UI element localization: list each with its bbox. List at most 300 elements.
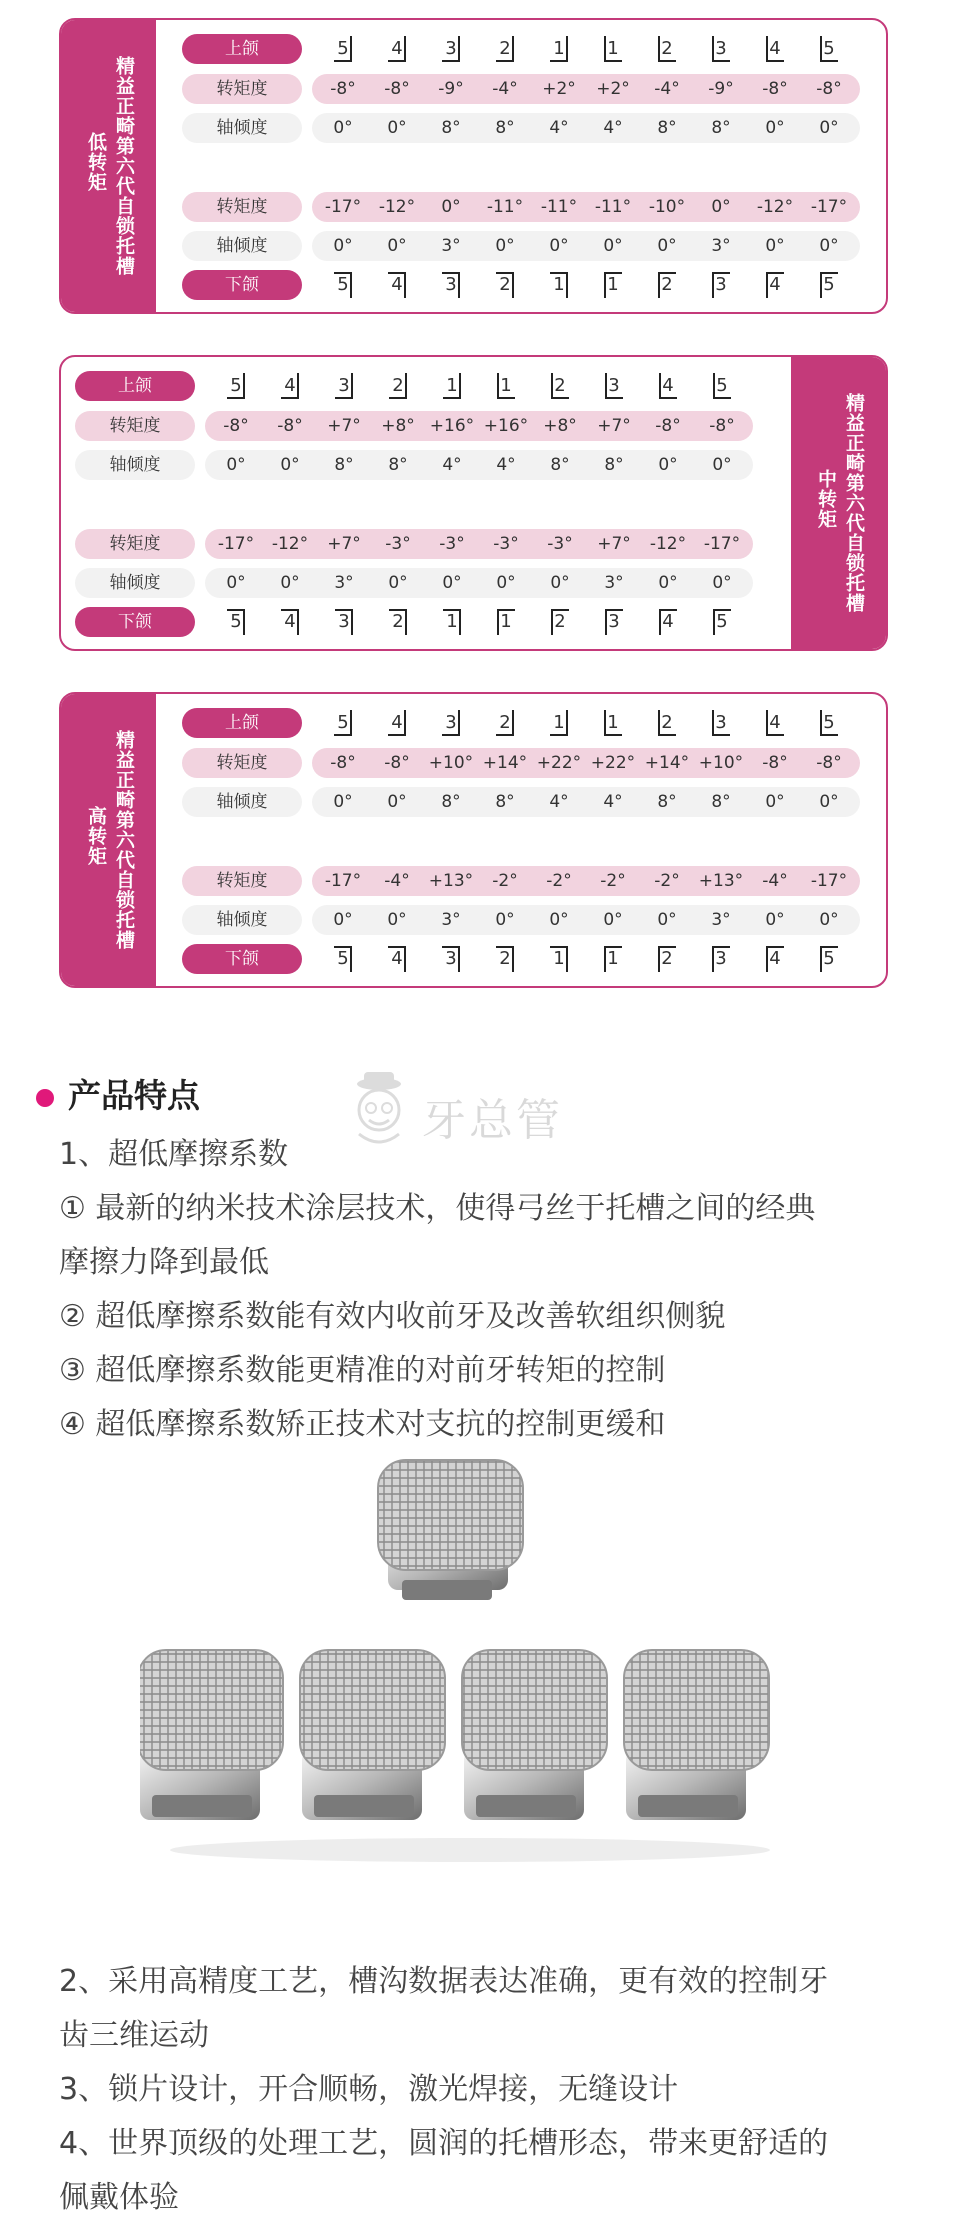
tooth-number-text: 1 (607, 712, 619, 733)
tooth-number-text: 5 (337, 712, 349, 733)
tooth-number (706, 708, 736, 738)
quadrant-mark (820, 734, 838, 736)
upper-tip-value: 0° (819, 792, 839, 812)
quadrant-mark (820, 60, 838, 62)
table-torque-type: 低转矩 (85, 132, 107, 192)
quadrant-mark (404, 710, 406, 736)
tooth-number-text: 5 (716, 375, 728, 396)
upper-torque-value: +2° (542, 79, 576, 99)
quadrant-mark (443, 397, 461, 399)
quadrant-mark (334, 946, 352, 948)
lower-torque-value: 0° (711, 197, 731, 217)
lower-torque-value: -17° (703, 534, 741, 554)
tooth-number (760, 944, 790, 974)
quadrant-mark (766, 272, 768, 298)
lower-tip-value: 0° (387, 910, 407, 930)
tooth-number-text: 3 (608, 375, 620, 396)
tooth-number-text: 5 (823, 38, 835, 59)
quadrant-mark (496, 734, 514, 736)
lower-jaw-label: 下颌 (182, 944, 302, 974)
upper-torque-value: -8° (816, 753, 842, 773)
feature-line: ② 超低摩擦系数能有效内收前牙及改善软组织侧貌 (59, 1299, 726, 1334)
quadrant-mark (766, 946, 784, 948)
lower-tip-value: 0° (496, 573, 516, 593)
quadrant-mark (388, 946, 406, 948)
lower-tip-value: 3° (711, 236, 731, 256)
tooth-number (383, 607, 413, 637)
upper-torque-value: -8° (816, 79, 842, 99)
tooth-number-text: 5 (823, 274, 835, 295)
tooth-number (544, 34, 574, 64)
tooth-number-text: 1 (553, 274, 565, 295)
tooth-number (760, 34, 790, 64)
quadrant-mark (497, 609, 515, 611)
upper-torque-value: +7° (327, 416, 361, 436)
tooth-number-text: 2 (661, 948, 673, 969)
upper-torque-value: -9° (438, 79, 464, 99)
lower-tip-value: 0° (819, 910, 839, 930)
quadrant-mark (512, 36, 514, 62)
tooth-number-text: 4 (769, 948, 781, 969)
quadrant-mark (512, 272, 514, 298)
lower-torque-value: -2° (492, 871, 518, 891)
tooth-number-text: 1 (500, 611, 512, 632)
tooth-number-text: 4 (769, 38, 781, 59)
upper-tip-value: 0° (765, 118, 785, 138)
tooth-number-text: 3 (338, 375, 350, 396)
tooth-number-text: 4 (662, 611, 674, 632)
quadrant-mark (820, 946, 822, 972)
upper-tip-value: 0° (658, 455, 678, 475)
tooth-number-text: 3 (715, 274, 727, 295)
table-torque-type: 高转矩 (85, 806, 107, 866)
lower-torque-value: -2° (546, 871, 572, 891)
tooth-number-text: 2 (661, 38, 673, 59)
lower-tip-value: 3° (711, 910, 731, 930)
feature-line: 1、超低摩擦系数 (59, 1137, 289, 1172)
tooth-number-text: 1 (607, 38, 619, 59)
quadrant-mark (458, 272, 460, 298)
quadrant-mark (350, 272, 352, 298)
upper-tip-value: 8° (604, 455, 624, 475)
tooth-number (814, 708, 844, 738)
tooth-number (598, 944, 628, 974)
quadrant-mark (497, 373, 499, 399)
tooth-number (382, 708, 412, 738)
lower-torque-value: -3° (439, 534, 465, 554)
feature-line: 4、世界顶级的处理工艺，圆润的托槽形态，带来更舒适的 (59, 2126, 829, 2161)
lower-tip-value: 3° (441, 910, 461, 930)
upper-tip-value: 8° (657, 118, 677, 138)
bracket-1 (140, 1650, 283, 1820)
quadrant-mark (388, 272, 406, 274)
tooth-number-text: 3 (715, 948, 727, 969)
quadrant-mark (442, 272, 460, 274)
tooth-number (652, 944, 682, 974)
quadrant-mark (389, 397, 407, 399)
tooth-number-text: 1 (553, 948, 565, 969)
quadrant-mark (443, 609, 461, 611)
lower-tip-label: 轴倾度 (182, 905, 302, 935)
upper-tip-value: 0° (387, 118, 407, 138)
quadrant-mark (404, 946, 406, 972)
upper-tip-value: 0° (765, 792, 785, 812)
quadrant-mark (297, 609, 299, 635)
lower-torque-label: 转矩度 (182, 192, 302, 222)
quadrant-mark (605, 609, 623, 611)
quadrant-mark (604, 734, 622, 736)
upper-torque-value: -8° (223, 416, 249, 436)
tooth-number-text: 4 (391, 712, 403, 733)
tooth-number (436, 708, 466, 738)
tooth-number (491, 607, 521, 637)
quadrant-mark (297, 373, 299, 399)
upper-tip-value: 0° (226, 455, 246, 475)
quadrant-mark (496, 60, 514, 62)
tooth-number (221, 607, 251, 637)
lower-torque-value: -11° (486, 197, 524, 217)
tooth-number-text: 5 (337, 274, 349, 295)
quadrant-mark (820, 36, 822, 62)
tooth-number (328, 944, 358, 974)
tooth-number-text: 2 (661, 274, 673, 295)
upper-torque-value: -8° (277, 416, 303, 436)
quadrant-mark (551, 373, 553, 399)
tooth-number (490, 34, 520, 64)
table-product-name: 精益正畸第六代自锁托槽 (843, 393, 865, 613)
lower-jaw-label: 下颌 (182, 270, 302, 300)
tooth-number-text: 2 (554, 611, 566, 632)
tooth-number (436, 944, 466, 974)
table-side-title (791, 357, 886, 649)
tooth-number (544, 708, 574, 738)
lower-tip-value: 0° (819, 236, 839, 256)
tooth-number (598, 270, 628, 300)
lower-torque-value: -11° (594, 197, 632, 217)
quadrant-mark (658, 272, 676, 274)
quadrant-mark (604, 60, 622, 62)
lower-torque-value: -3° (547, 534, 573, 554)
quadrant-mark (550, 734, 568, 736)
upper-tip-value: 8° (441, 118, 461, 138)
upper-torque-value: +8° (543, 416, 577, 436)
lower-tip-value: 0° (603, 910, 623, 930)
upper-torque-value: -8° (384, 753, 410, 773)
quadrant-mark (334, 272, 352, 274)
tooth-number (328, 708, 358, 738)
lower-torque-value: -2° (654, 871, 680, 891)
quadrant-mark (713, 373, 715, 399)
tooth-number-text: 2 (661, 712, 673, 733)
tooth-number (275, 607, 305, 637)
quadrant-mark (713, 609, 715, 635)
quadrant-mark (351, 609, 353, 635)
upper-tip-value: 8° (550, 455, 570, 475)
tooth-number (328, 34, 358, 64)
quadrant-mark (281, 609, 299, 611)
bracket-2 (300, 1650, 445, 1820)
upper-tip-value: 8° (441, 792, 461, 812)
upper-tip-value: 4° (496, 455, 516, 475)
lower-torque-label: 转矩度 (182, 866, 302, 896)
upper-tip-value: 0° (712, 455, 732, 475)
quadrant-mark (766, 272, 784, 274)
lower-torque-value: -10° (648, 197, 686, 217)
quadrant-mark (658, 946, 660, 972)
quadrant-mark (496, 946, 514, 948)
upper-tip-label: 轴倾度 (182, 787, 302, 817)
watermark-text: 牙总管 (422, 1095, 563, 1146)
lower-torque-value: -17° (810, 197, 848, 217)
quadrant-mark (712, 946, 730, 948)
quadrant-mark (335, 397, 353, 399)
quadrant-mark (442, 946, 460, 948)
feature-line: ① 最新的纳米技术涂层技术，使得弓丝于托槽之间的经典 (59, 1191, 816, 1226)
lower-jaw-label: 下颌 (75, 607, 195, 637)
quadrant-mark (605, 609, 607, 635)
tooth-number (221, 371, 251, 401)
lower-tip-value: 0° (657, 236, 677, 256)
quadrant-mark (550, 60, 568, 62)
tooth-number-text: 2 (499, 948, 511, 969)
quadrant-mark (405, 373, 407, 399)
upper-torque-value: +8° (381, 416, 415, 436)
quadrant-mark (388, 734, 406, 736)
tooth-number (653, 371, 683, 401)
quadrant-mark (350, 36, 352, 62)
lower-tip-value: 0° (495, 236, 515, 256)
upper-tip-value: 4° (549, 118, 569, 138)
upper-tip-value: 8° (495, 792, 515, 812)
quadrant-mark (497, 609, 499, 635)
lower-tip-value: 3° (334, 573, 354, 593)
tooth-number-text: 5 (337, 38, 349, 59)
tooth-number (814, 270, 844, 300)
lower-tip-value: 0° (712, 573, 732, 593)
tooth-number (760, 270, 790, 300)
tooth-number (491, 371, 521, 401)
quadrant-mark (766, 60, 784, 62)
upper-torque-value: +16° (429, 416, 475, 436)
quadrant-mark (458, 710, 460, 736)
quadrant-mark (712, 272, 730, 274)
table-torque-type: 中转矩 (815, 469, 837, 529)
quadrant-mark (820, 272, 822, 298)
upper-tip-value: 4° (549, 792, 569, 812)
tooth-number-text: 5 (230, 375, 242, 396)
quadrant-mark (658, 36, 660, 62)
lower-tip-value: 0° (226, 573, 246, 593)
tooth-number-text: 3 (715, 712, 727, 733)
upper-torque-label: 转矩度 (75, 411, 195, 441)
tooth-number-text: 5 (337, 948, 349, 969)
upper-torque-value: -8° (655, 416, 681, 436)
upper-torque-value: +14° (644, 753, 690, 773)
lower-tip-value: 0° (603, 236, 623, 256)
quadrant-mark (658, 734, 676, 736)
quadrant-mark (459, 609, 461, 635)
tooth-number (814, 34, 844, 64)
quadrant-mark (659, 609, 677, 611)
tooth-number (652, 270, 682, 300)
upper-torque-value: +10° (428, 753, 474, 773)
quadrant-mark (388, 60, 406, 62)
tooth-number (544, 944, 574, 974)
feature-line: ③ 超低摩擦系数能更精准的对前牙转矩的控制 (59, 1353, 666, 1388)
tooth-number (490, 708, 520, 738)
feature-line: 2、采用高精度工艺，槽沟数据表达准确，更有效的控制牙 (59, 1964, 829, 1999)
quadrant-mark (766, 710, 768, 736)
lower-torque-value: -4° (762, 871, 788, 891)
quadrant-mark (551, 609, 569, 611)
upper-torque-value: -8° (330, 753, 356, 773)
quadrant-mark (712, 710, 714, 736)
lower-tip-value: 0° (765, 910, 785, 930)
upper-torque-value: +2° (596, 79, 630, 99)
table-product-name: 精益正畸第六代自锁托槽 (113, 56, 135, 276)
bracket-illustration (140, 1450, 800, 1910)
upper-torque-value: -4° (654, 79, 680, 99)
feature-line: ④ 超低摩擦系数矫正技术对支抗的控制更缓和 (59, 1407, 666, 1442)
quadrant-mark (243, 609, 245, 635)
quadrant-mark (713, 397, 731, 399)
quadrant-mark (766, 734, 784, 736)
tooth-number-text: 1 (607, 948, 619, 969)
tooth-number (490, 944, 520, 974)
lower-torque-value: 0° (441, 197, 461, 217)
tooth-number-text: 3 (445, 38, 457, 59)
quadrant-mark (659, 373, 661, 399)
lower-torque-value: +7° (597, 534, 631, 554)
lower-torque-value: -2° (600, 871, 626, 891)
tooth-number-text: 5 (716, 611, 728, 632)
tooth-number (599, 607, 629, 637)
lower-torque-value: -17° (217, 534, 255, 554)
tooth-number-text: 1 (446, 611, 458, 632)
torque-table-2 (59, 355, 888, 651)
lower-tip-label: 轴倾度 (75, 568, 195, 598)
quadrant-mark (712, 36, 714, 62)
tooth-number (599, 371, 629, 401)
upper-torque-value: -8° (762, 79, 788, 99)
tooth-number (382, 944, 412, 974)
lower-torque-label: 转矩度 (75, 529, 195, 559)
lower-tip-value: 0° (442, 573, 462, 593)
upper-torque-value: -8° (384, 79, 410, 99)
upper-tip-value: 4° (603, 118, 623, 138)
quadrant-mark (227, 609, 245, 611)
tooth-number (707, 607, 737, 637)
upper-jaw-label: 上颌 (75, 371, 195, 401)
tooth-number (652, 708, 682, 738)
quadrant-mark (458, 946, 460, 972)
upper-torque-value: +10° (698, 753, 744, 773)
quadrant-mark (712, 734, 730, 736)
quadrant-mark (604, 272, 622, 274)
quadrant-mark (227, 397, 245, 399)
quadrant-mark (351, 373, 353, 399)
features-title-text: 产品特点 (68, 1076, 200, 1115)
upper-tip-value: 8° (388, 455, 408, 475)
tooth-number-text: 3 (338, 611, 350, 632)
quadrant-mark (566, 946, 568, 972)
quadrant-mark (712, 946, 714, 972)
quadrant-mark (281, 397, 299, 399)
feature-line: 佩戴体验 (59, 2180, 179, 2215)
tooth-number (653, 607, 683, 637)
quadrant-mark (820, 272, 838, 274)
feature-line: 齿三维运动 (59, 2018, 209, 2053)
tooth-number-text: 5 (230, 611, 242, 632)
tooth-number-text: 2 (392, 611, 404, 632)
tooth-number-text: 2 (499, 38, 511, 59)
quadrant-mark (712, 60, 730, 62)
tooth-number (329, 371, 359, 401)
upper-torque-value: -8° (330, 79, 356, 99)
tooth-number (329, 607, 359, 637)
quadrant-mark (658, 946, 676, 948)
tooth-number-text: 4 (284, 375, 296, 396)
table-side-title (61, 20, 156, 312)
tooth-number (437, 607, 467, 637)
torque-table-3 (59, 692, 888, 988)
lower-torque-value: -12° (271, 534, 309, 554)
tooth-number (383, 371, 413, 401)
tooth-number (490, 270, 520, 300)
bracket-4 (624, 1650, 769, 1820)
tooth-number-text: 4 (391, 948, 403, 969)
tooth-number (436, 34, 466, 64)
bracket-top (378, 1460, 523, 1600)
lower-torque-value: -3° (493, 534, 519, 554)
quadrant-mark (334, 60, 352, 62)
table-side-title (61, 694, 156, 986)
quadrant-mark (459, 373, 461, 399)
upper-jaw-label: 上颌 (182, 34, 302, 64)
lower-tip-value: 0° (549, 236, 569, 256)
quadrant-mark (566, 36, 568, 62)
quadrant-mark (658, 60, 676, 62)
tooth-number (544, 270, 574, 300)
lower-tip-value: 0° (333, 910, 353, 930)
upper-torque-value: -9° (708, 79, 734, 99)
tooth-number (706, 270, 736, 300)
upper-tip-value: 8° (711, 792, 731, 812)
tooth-number (706, 34, 736, 64)
quadrant-mark (442, 60, 460, 62)
quadrant-mark (389, 609, 407, 611)
lower-tip-value: 0° (387, 236, 407, 256)
tooth-number (437, 371, 467, 401)
feature-line: 3、锁片设计，开合顺畅，激光焊接，无缝设计 (59, 2072, 679, 2107)
tooth-number (436, 270, 466, 300)
lower-torque-value: -12° (649, 534, 687, 554)
tooth-number-text: 3 (608, 611, 620, 632)
upper-torque-value: +7° (597, 416, 631, 436)
upper-torque-value: -8° (762, 753, 788, 773)
upper-tip-value: 0° (819, 118, 839, 138)
tooth-number (382, 270, 412, 300)
tooth-number (382, 34, 412, 64)
tooth-number (814, 944, 844, 974)
quadrant-mark (566, 710, 568, 736)
tooth-number-text: 5 (823, 948, 835, 969)
tooth-number (652, 34, 682, 64)
quadrant-mark (442, 734, 460, 736)
quadrant-mark (550, 946, 568, 948)
tooth-number-text: 4 (391, 274, 403, 295)
tooth-number-text: 4 (284, 611, 296, 632)
